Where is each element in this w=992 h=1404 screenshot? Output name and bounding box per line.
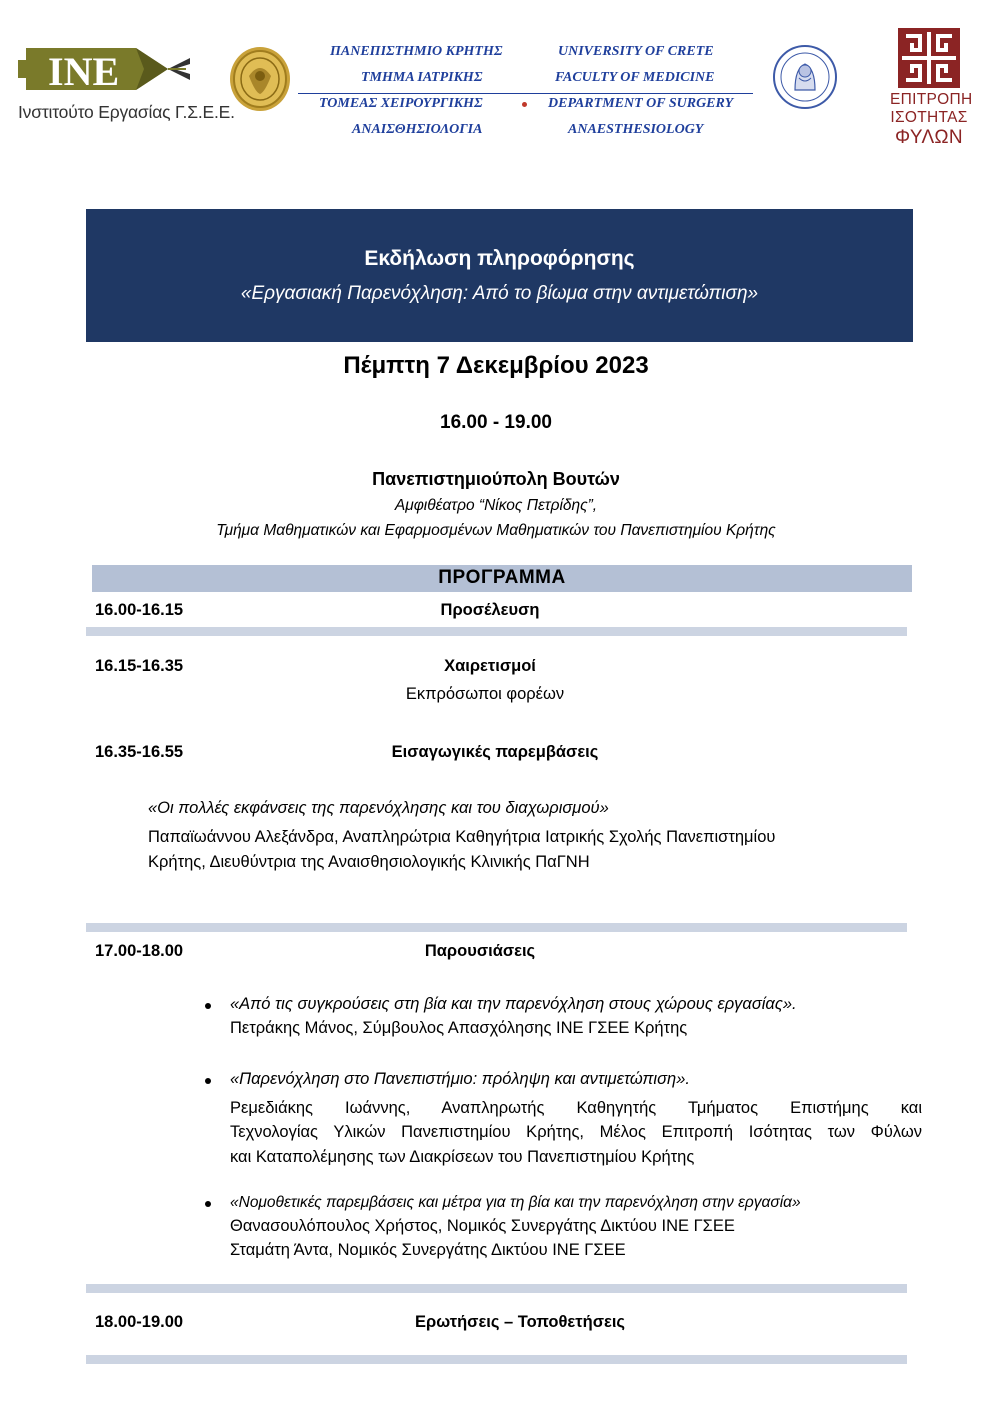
meander-pattern-icon: [890, 28, 968, 88]
slot4-talk1: «Από τις συγκρούσεις στη βία και την παρενόχληση στους χώρους εργασίας».: [230, 995, 797, 1013]
university-header: [298, 40, 753, 144]
ine-caption: Ινστιτούτο Εργασίας Γ.Σ.Ε.Ε.: [18, 102, 235, 122]
header-dot: [522, 102, 527, 107]
slot4-talk2-speaker-line2: Τεχνολογίας Υλικών Πανεπιστημίου Κρήτης, Μέλος Επιτροπή Ισότητας των Φύλων: [230, 1123, 922, 1141]
university-gr-line3: ΤΟΜΕΑΣ ΧΕΙΡΟΥΡΓΙΚΗΣ: [319, 96, 483, 111]
header-rule: [298, 93, 753, 94]
slot4-talk2-speaker-line3: και Καταπολέμησης των Διακρίσεων του Πανεπιστημίου Κρήτης: [230, 1148, 695, 1166]
university-seal: [772, 44, 838, 110]
bullet-icon: [205, 1201, 211, 1207]
ine-gsee-logo: [18, 38, 235, 128]
equality-logo-line3: ΦΥΛΩΝ: [895, 127, 963, 148]
university-en-line4: ANAESTHESIOLOGY: [568, 122, 704, 137]
bullet-icon: [205, 1003, 211, 1009]
slot4-talk3-speaker2: Σταμάτη Άντα, Νομικός Συνεργάτης Δικτύου ΙΝΕ ΓΣΕΕ: [230, 1241, 626, 1259]
event-venue: Πανεπιστημιούπολη Βουτών: [372, 469, 620, 489]
slot2-title: Χαιρετισμοί: [444, 657, 536, 675]
event-date: Πέμπτη 7 Δεκεμβρίου 2023: [343, 352, 649, 379]
section-separator: [86, 923, 907, 932]
slot3-title: Εισαγωγικές παρεμβάσεις: [391, 743, 599, 761]
program-heading: ΠΡΟΓΡΑΜΜΑ: [438, 567, 566, 588]
slot4-title: Παρουσιάσεις: [424, 942, 536, 960]
university-en-line2: FACULTY OF MEDICINE: [555, 70, 715, 85]
event-banner: [86, 209, 913, 342]
slot2-detail: Εκπρόσωποι φορέων: [405, 685, 565, 703]
slot4-talk3-speaker1: Θανασουλόπουλος Χρήστος, Νομικός Συνεργάτης Δικτύου ΙΝΕ ΓΣΕΕ: [230, 1217, 735, 1235]
equality-logo-line1: ΕΠΙΤΡΟΠΗ: [890, 91, 973, 108]
section-separator: [86, 1355, 907, 1364]
slot5-title: Ερωτήσεις – Τοποθετήσεις: [415, 1313, 625, 1331]
ine-logo-text: INE: [48, 49, 120, 94]
slot3-time: 16.35-16.55: [95, 743, 184, 761]
slot4-talk1-speaker: Πετράκης Μάνος, Σύμβουλος Απασχόλησης ΙΝΕ ΓΣΕΕ Κρήτης: [230, 1019, 688, 1037]
section-separator: [86, 1284, 907, 1293]
program-header: [92, 565, 912, 592]
slot5-time: 18.00-19.00: [95, 1313, 184, 1331]
university-en-line1: UNIVERSITY OF CRETE: [558, 44, 714, 59]
slot1-time: 16.00-16.15: [95, 601, 184, 619]
university-en-line3: DEPARTMENT OF SURGERY: [548, 96, 734, 111]
university-gr-line1: ΠΑΝΕΠΙΣΤΗΜΙΟ ΚΡΗΤΗΣ: [330, 44, 503, 59]
equality-logo-line2: ΙΣΟΤΗΤΑΣ: [890, 109, 968, 126]
venue-department: Τμήμα Μαθηματικών και Εφαρμοσμένων Μαθηματικών του Πανεπιστημίου Κρήτης: [216, 522, 776, 539]
slot4-time: 17.00-18.00: [95, 942, 184, 960]
minoan-coin-emblem: [229, 46, 291, 112]
event-subtitle: «Εργασιακή Παρενόχληση: Από το βίωμα στην αντιμετώπιση»: [240, 283, 759, 304]
slot4-talk3: «Νομοθετικές παρεμβάσεις και μέτρα για τη βία και την παρενόχληση στην εργασία»: [230, 1194, 801, 1211]
bullet-icon: [205, 1078, 211, 1084]
fountain-pen-icon: [18, 38, 190, 100]
section-separator: [86, 627, 907, 636]
slot1-title: Προσέλευση: [440, 601, 540, 619]
gender-equality-committee-logo: [890, 28, 973, 148]
event-hours: 16.00 - 19.00: [440, 412, 552, 433]
slot3-talk: «Οι πολλές εκφάνσεις της παρενόχλησης και του διαχωρισμού»: [148, 799, 609, 817]
event-title: Εκδήλωση πληροφόρησης: [364, 247, 635, 270]
slot2-time: 16.15-16.35: [95, 657, 184, 675]
university-gr-line4: ΑΝΑΙΣΘΗΣΙΟΛΟΓΙΑ: [352, 122, 483, 137]
slot4-talk2-speaker-line1: Ρεμεδιάκης Ιωάννης, Αναπληρωτής Καθηγητής Τμήματος Επιστήμης και: [230, 1099, 922, 1117]
slot4-talk2: «Παρενόχληση στο Πανεπιστήμιο: πρόληψη και αντιμετώπιση».: [230, 1070, 690, 1088]
university-gr-line2: ΤΜΗΜΑ ΙΑΤΡΙΚΗΣ: [361, 70, 483, 85]
venue-hall: Αμφιθέατρο “Νίκος Πετρίδης”,: [394, 497, 598, 514]
slot3-speaker-line2: Κρήτης, Διευθύντρια της Αναισθησιολογικής Κλινικής ΠαΓΝΗ: [148, 853, 590, 871]
slot3-speaker-line1: Παπαϊωάννου Αλεξάνδρα, Αναπληρώτρια Καθηγήτρια Ιατρικής Σχολής Πανεπιστημίου: [148, 828, 776, 846]
